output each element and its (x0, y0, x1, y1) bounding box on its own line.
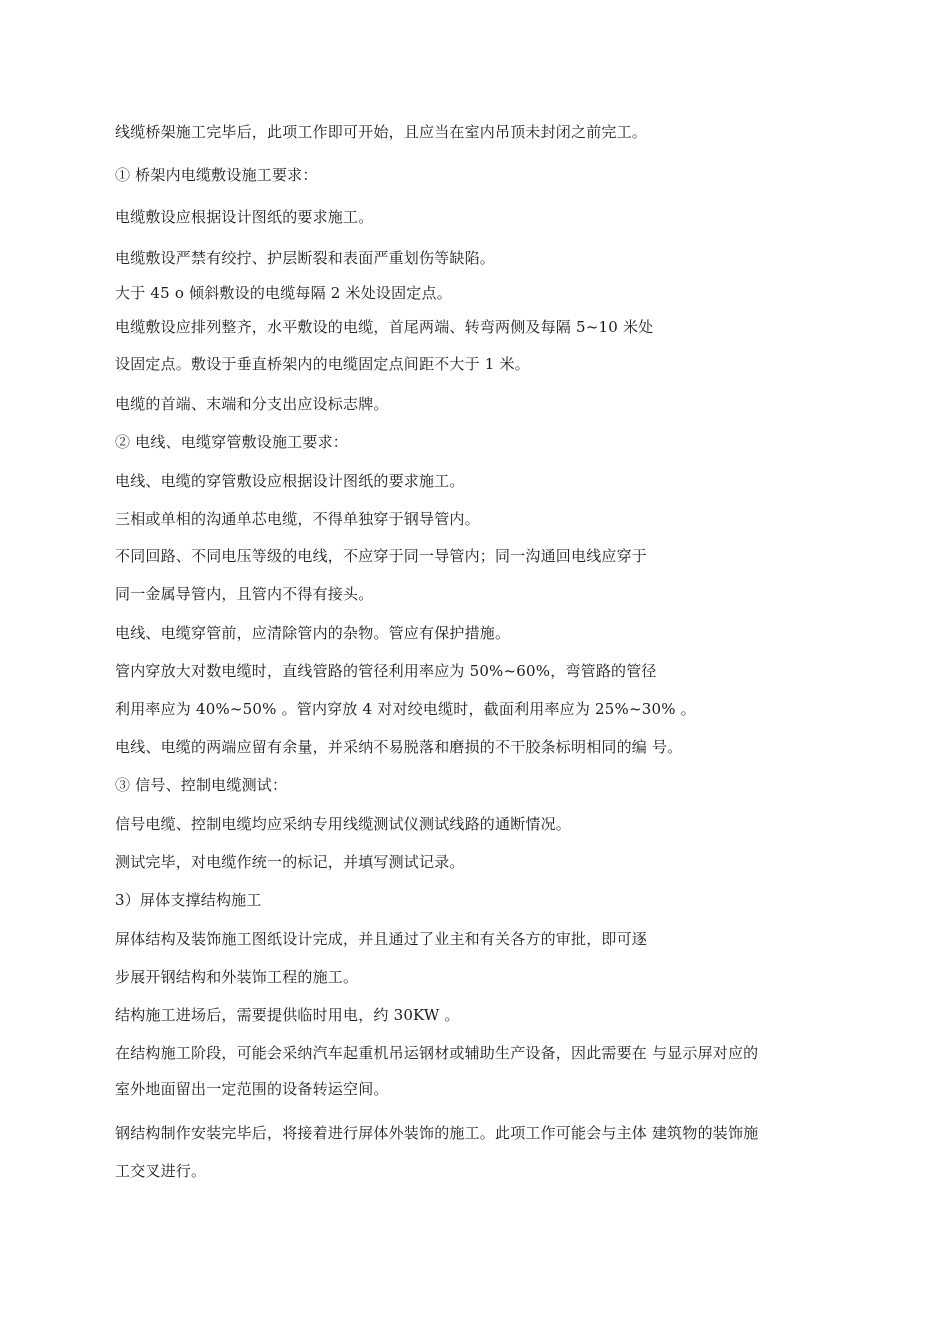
paragraph-line: 室外地面留出一定范围的设备转运空间。 (115, 1080, 389, 1098)
paragraph-line: 管内穿放大对数电缆时，直线管路的管径利用率应为 50%~60%，弯管路的管径 (115, 662, 657, 680)
paragraph-line: 钢结构制作安装完毕后，将接着进行屏体外装饰的施工。此项工作可能会与主体 建筑物的装饰施 (115, 1124, 759, 1142)
paragraph-line: 电线、电缆穿管前，应清除管内的杂物。管应有保护措施。 (115, 624, 511, 642)
paragraph-line: 测试完毕，对电缆作统一的标记，并填写测试记录。 (115, 853, 465, 871)
section-heading-conduit: ② 电线、电缆穿管敷设施工要求： (115, 433, 348, 451)
paragraph-line: 利用率应为 40%~50% 。管内穿放 4 对对绞电缆时，截面利用率应为 25%~30% 。 (115, 700, 696, 718)
paragraph-line: 电缆敷设应排列整齐，水平敷设的电缆，首尾两端、转弯两侧及每隔 5~10 米处 (115, 318, 654, 336)
paragraph-line: 电缆的首端、末端和分支出应设标志牌。 (115, 395, 389, 413)
paragraph-line: 在结构施工阶段，可能会采纳汽车起重机吊运钢材或辅助生产设备，因此需要在 与显示屏对应的 (115, 1044, 759, 1062)
paragraph-line: 同一金属导管内，且管内不得有接头。 (115, 585, 374, 603)
section-heading-support-structure: 3）屏体支撑结构施工 (115, 891, 262, 909)
paragraph-line: 电缆敷设严禁有绞拧、护层断裂和表面严重划伤等缺陷。 (115, 249, 496, 267)
paragraph-line: 信号电缆、控制电缆均应采纳专用线缆测试仪测试线路的通断情况。 (115, 815, 572, 833)
paragraph-line: 大于 45 o 倾斜敷设的电缆每隔 2 米处设固定点。 (115, 284, 452, 302)
paragraph-line: 结构施工进场后，需要提供临时用电，约 30KW 。 (115, 1006, 460, 1024)
section-heading-signal-test: ③ 信号、控制电缆测试： (115, 776, 288, 794)
paragraph-line: 电线、电缆的两端应留有余量，并采纳不易脱落和磨损的不干胶条标明相同的编 号。 (115, 738, 683, 756)
paragraph-line: 屏体结构及装饰施工图纸设计完成，并且通过了业主和有关各方的审批，即可逐 (115, 930, 648, 948)
paragraph-line: 电线、电缆的穿管敷设应根据设计图纸的要求施工。 (115, 472, 465, 490)
paragraph-line: 设固定点。敷设于垂直桥架内的电缆固定点间距不大于 1 米。 (115, 355, 530, 373)
paragraph-line: 电缆敷设应根据设计图纸的要求施工。 (115, 208, 374, 226)
paragraph-line: 三相或单相的沟通单芯电缆，不得单独穿于钢导管内。 (115, 510, 480, 528)
paragraph-line: 不同回路、不同电压等级的电线，不应穿于同一导管内；同一沟通回电线应穿于 (115, 547, 648, 565)
paragraph-line: 工交叉进行。 (115, 1162, 207, 1180)
section-heading-cable-tray: ① 桥架内电缆敷设施工要求： (115, 166, 318, 184)
paragraph-line: 步展开钢结构和外装饰工程的施工。 (115, 968, 359, 986)
paragraph-line: 线缆桥架施工完毕后，此项工作即可开始，且应当在室内吊顶未封闭之前完工。 (115, 123, 648, 141)
